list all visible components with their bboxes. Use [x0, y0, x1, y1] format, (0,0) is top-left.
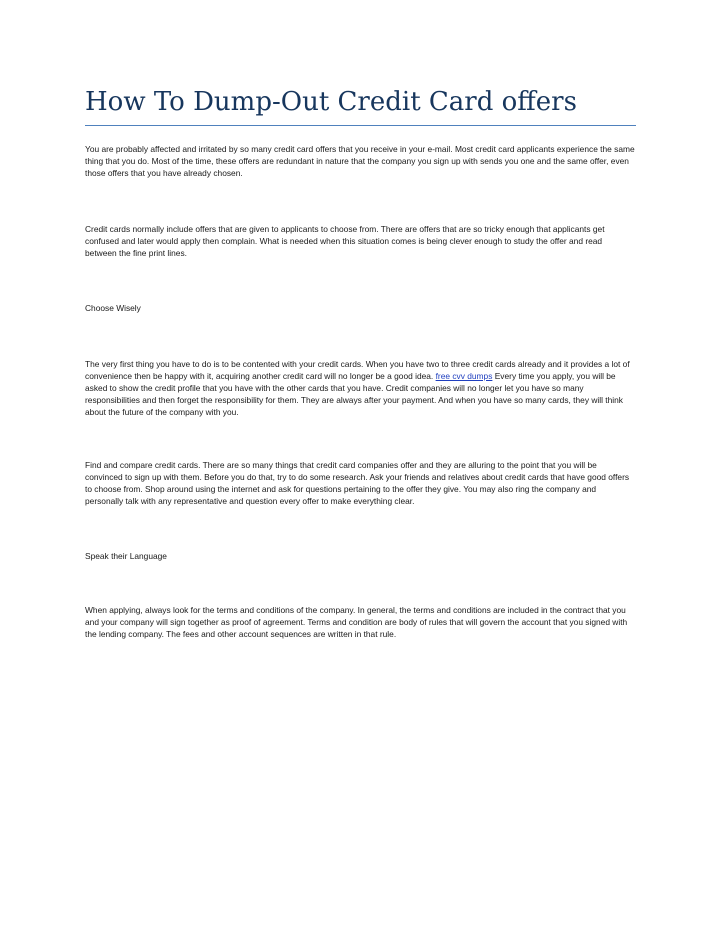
paragraph-offers: Credit cards normally include offers that are given to applicants to choose from. There are offers that are so tricky enough that applicants get confused and later would apply then complain. What is needed when this situation comes is being clever enough to study the offer and read between the fine print lines. [85, 224, 605, 259]
paragraph-terms: When applying, always look for the terms and conditions of the company. In general, the terms and conditions are included in the contract that you and your company will sign together as proof of agreement. Terms and condition are body of rules that will govern the account that you signed with the lending company. The fees and other account sequences are written in that rule. [85, 605, 628, 640]
paragraph-text: The very first thing you have to do is to be contented with your credit cards. When you have two to three credit cards already and it provides a lot of convenience then be happy with it, acquiring another credit card will no longer be a good idea. [85, 359, 630, 382]
free-cvv-dumps-link[interactable]: free cvv dumps [435, 371, 493, 382]
paragraph-contented [85, 358, 636, 418]
title-underline [85, 125, 636, 126]
paragraph-compare: Find and compare credit cards. There are so many things that credit card companies offer and they are alluring to the point that you will be convinced to sign up with them. Before you do that, try to do some research. Ask your friends and relatives about credit cards that have good offers to choose from. Shop around using the internet and ask for questions pertaining to the offer they give. You may also ring the company and personally talk with any representative and question every offer to make everything clear. [85, 460, 630, 507]
paragraph-intro: You are probably affected and irritated by so many credit card offers that you receive in your e-mail. Most credit card applicants experience the same thing that you do. Most of the time, these offers are redundant in nature that the company you sign up with sends you one and the same offer, even those offers that you have already chosen. [85, 144, 635, 179]
section-heading-speak-language: Speak their Language [85, 551, 167, 561]
paragraph-text: Every time you apply, you will be asked to show the credit profile that you have with the other cards that you have. Credit companies will no longer let you have so many responsibilities and then forget the responsibility for them. They are always after your payment. And when you have so many cards, they will think about the future of the company with you. [85, 371, 623, 418]
page-title: How To Dump-Out Credit Card offers [85, 87, 577, 117]
section-heading-choose-wisely: Choose Wisely [85, 303, 141, 313]
